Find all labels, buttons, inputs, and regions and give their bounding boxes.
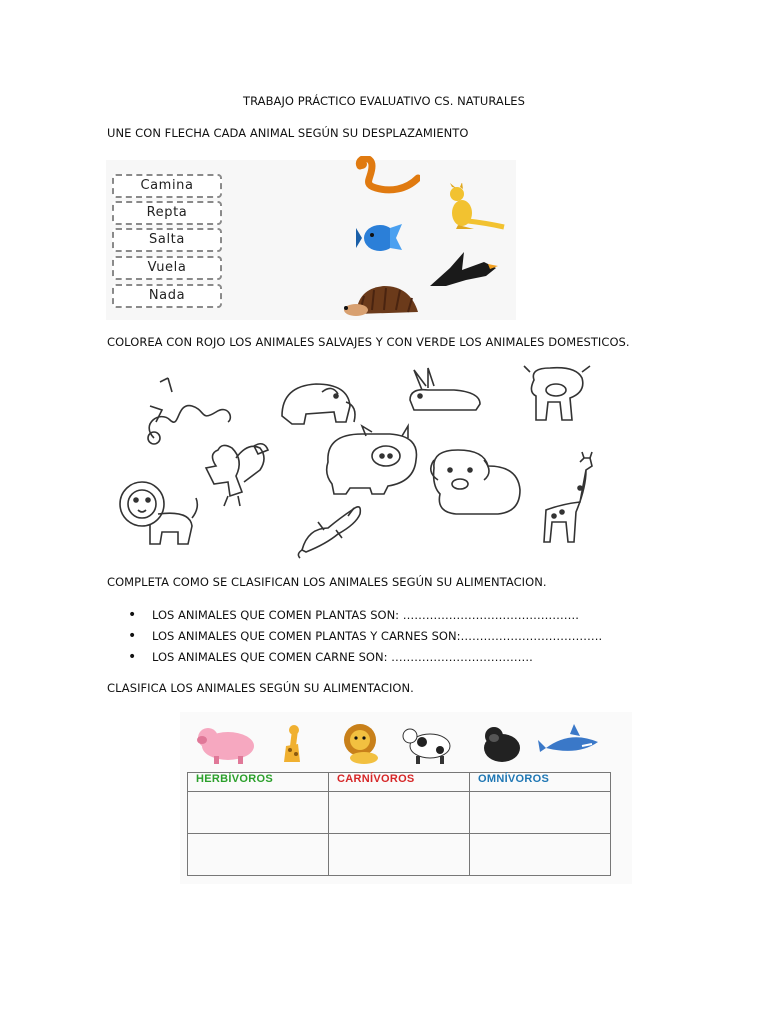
answer-cell[interactable] [329,792,470,834]
diet-animals-row [194,722,604,766]
page-title: TRABAJO PRÁCTICO EVALUATIVO CS. NATURALES [243,94,525,108]
bird-icon [426,246,498,290]
giraffe-icon [284,725,300,762]
bullet-icon: • [128,628,137,644]
instruction-complete: COMPLETA COMO SE CLASIFICAN LOS ANIMALES SEGÚN SU ALIMENTACION. [107,575,547,589]
list-item: • LOS ANIMALES QUE COMEN PLANTAS Y CARNES SON:………………………………. [128,626,602,647]
answer-cell[interactable] [188,792,329,834]
completion-list [128,605,602,668]
answer-cell[interactable] [329,834,470,876]
bullet-icon: • [128,649,137,665]
cow-icon [403,729,450,764]
answer-cell[interactable] [188,834,329,876]
list-item: • LOS ANIMALES QUE COMEN PLANTAS SON: ………………………………………. [128,605,602,626]
table-header-row [188,773,611,792]
lion-icon [120,482,197,544]
list-item: • LOS ANIMALES QUE COMEN CARNE SON: ………………………………. [128,647,602,668]
cow-icon [524,366,590,420]
answer-cell[interactable] [470,792,611,834]
classification-table [187,772,611,876]
table-row [188,834,611,876]
table-row [188,792,611,834]
fish-icon [356,220,406,256]
movement-box-salta: Salta [112,228,222,252]
rooster-icon [206,444,268,506]
pig-icon [197,728,254,764]
rabbit-icon [410,368,480,410]
hedgehog-icon [342,282,422,318]
giraffe-icon [544,452,592,542]
pig-icon [327,426,417,494]
bullet-icon: • [128,607,137,623]
instruction-coloring: COLOREA CON ROJO LOS ANIMALES SALVAJES Y CON VERDE LOS ANIMALES DOMESTICOS. [107,335,630,349]
instruction-classify: CLASIFICA LOS ANIMALES SEGÚN SU ALIMENTACION. [107,681,414,695]
elephant-icon [282,384,355,424]
shark-icon [538,724,598,752]
coloring-picture [110,362,610,562]
header-omnivoros: OMNÍVOROS [470,773,611,792]
movement-box-repta: Repta [112,201,222,225]
header-herbivoros: HERBÍVOROS [188,773,329,792]
header-carnivoros: CARNÍVOROS [329,773,470,792]
snake-icon [354,156,420,196]
lizard-icon [298,507,360,558]
movement-box-nada: Nada [112,284,222,308]
movement-box-camina: Camina [112,174,222,198]
kangaroo-icon [440,183,506,231]
answer-cell[interactable] [470,834,611,876]
snake-icon [148,378,230,444]
instruction-movement: UNE CON FLECHA CADA ANIMAL SEGÚN SU DESPLAZAMIENTO [107,126,469,140]
gorilla-icon [484,727,520,762]
lion-icon [344,724,378,764]
dog-icon [431,450,520,514]
movement-box-vuela: Vuela [112,256,222,280]
